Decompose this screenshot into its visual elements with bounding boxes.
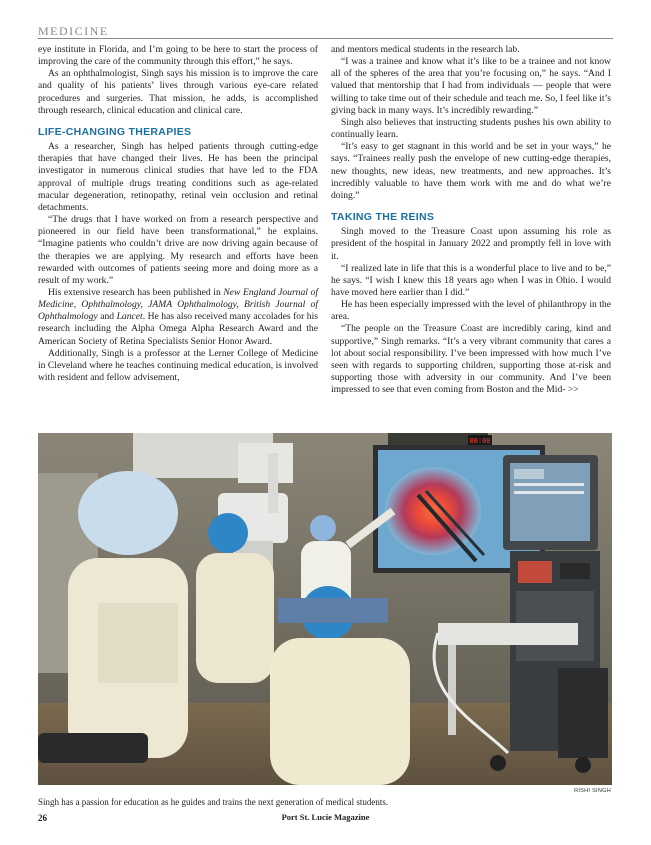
paragraph: eye institute in Florida, and I’m going to be here to start the process of improving the care of the community through this effort,” he says. <box>38 44 318 68</box>
paragraph: “The drugs that I have worked on from a research perspective and pioneered in our field have been transformational,” he explains. “Imagine patients who couldn’t drive are now driving again because of the therapies we are applying. My research and efforts have been rewarded with outcomes of patients seeing more and doing more as a result of my work.” <box>38 214 318 286</box>
section-heading: LIFE-CHANGING THERAPIES <box>38 125 192 138</box>
journal-title: Lancet <box>116 311 143 323</box>
timer-display: 00:00 <box>469 437 491 445</box>
right-column <box>331 44 611 396</box>
paragraph: As an ophthalmologist, Singh says his mission is to improve the care and quality of his patients’ lives through various eye-care related procedures and surgeries. That mission, he adds, is accomplished through research, clinical education and clinical care. <box>38 68 318 116</box>
paragraph: “I was a trainee and know what it’s like to be a trainee and not know all of the spheres of the area that you’re focusing on,” he says. “And I valued that mentorship that I had from individuals — people that were willing to take time out of their schedule and teach me. So, I feel like it’s giving back in many ways. It’s incredibly rewarding.” <box>331 56 611 116</box>
section-heading: TAKING THE REINS <box>331 211 435 224</box>
journal-titles: New England Journal of Medicine, Ophthalmology, JAMA Ophthalmology, British Journal of Ophthalmology <box>38 286 318 323</box>
paragraph: Singh also believes that instructing students pushes his own ability to continually learn. <box>331 116 611 141</box>
photo-caption: Singh has a passion for education as he guides and trains the next generation of medical students. <box>38 797 389 807</box>
paragraph: “It’s easy to get stagnant in this world and be set in your ways,” he says. “Trainees really push the envelope of new cutting-edge therapies, new thoughts, new ideas, new treatments, and new approaches. It’s incredibly valuable to have them work with me and do what we’re doing.” <box>331 141 611 201</box>
left-column <box>38 44 318 384</box>
surgery-training-photo <box>38 433 612 785</box>
text-run: and <box>97 311 117 323</box>
paragraph: “I realized late in life that this is a wonderful place to live and to be,” he says. “I wish I knew this 18 years ago when I was in Ohio. I would have moved here earlier than I did.” <box>331 262 611 298</box>
paragraph: He has been especially impressed with the level of philanthropy in the area. <box>331 299 611 323</box>
text-run: . He has also received many accolades for his research including the Alpha Omega Alpha Research Award and the American Society of Retina Specialists Senior Honor Award. <box>38 311 318 347</box>
paragraph: Singh moved to the Treasure Coast upon assuming his role as president of the hospital in January 2022 and promptly fell in love with it. <box>331 226 611 262</box>
photo-credit: RISHI SINGH <box>574 788 611 794</box>
section-header: MEDICINE <box>38 24 109 38</box>
paragraph <box>38 287 318 348</box>
magazine-name: Port St. Lucie Magazine <box>281 812 370 822</box>
paragraph: As a researcher, Singh has helped patients through cutting-edge therapies that have changed their lives. He has been the principal investigator in numerous clinical studies that have led to the FDA approval of multiple drugs treating conditions such as age-related macular degeneration, retinopathy, retinal vein occlusion and retinal detachments. <box>38 141 318 213</box>
page-number: 26 <box>38 813 47 823</box>
paragraph: Additionally, Singh is a professor at the Lerner College of Medicine in Cleveland where he teaches continuing medical education, is involved with resident and fellow advisement, <box>38 347 318 384</box>
paragraph: “The people on the Treasure Coast are incredibly caring, kind and supportive,” Singh remarks. “It’s a very vibrant community that cares a lot about social responsibility. I’ve been impressed with how much I’ve seen with regards to supporting children, supporting those at-risk and supporting those with adversity in our community. And I’ve been impressed to see that even coming from Boston and the Mid- >> <box>331 323 611 396</box>
text-run: His extensive research has been published in <box>48 286 224 298</box>
paragraph: and mentors medical students in the research lab. <box>331 44 520 55</box>
header-rule <box>38 38 613 39</box>
